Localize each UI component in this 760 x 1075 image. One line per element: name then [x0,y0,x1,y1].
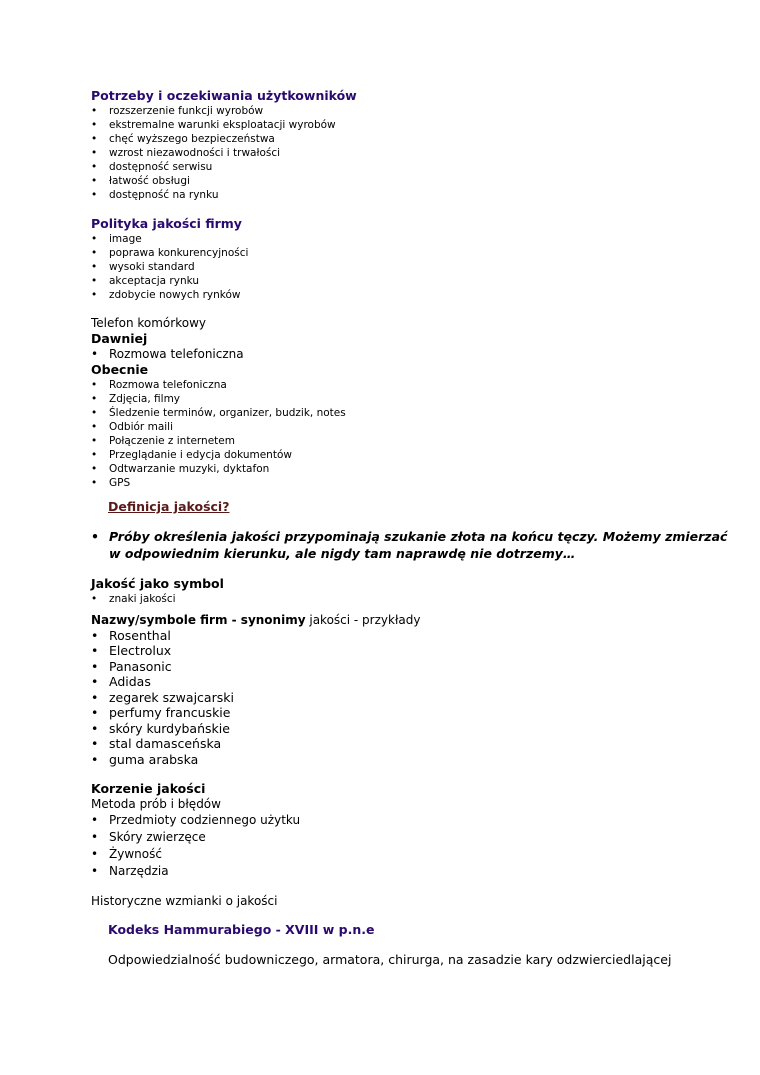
list-item: • wzrost niezawodności i trwałości [91,146,731,160]
definition-quote: • Próby określenia jakości przypominają szukanie złota na końcu tęczy. Możemy zmierzać w odpowiednim kierunku, ale nigdy tam naprawdę nie dotrzemy… [91,528,731,562]
phone-now-heading: Obecnie [91,362,149,377]
history-intro: Historyczne wzmianki o jakości [91,894,278,908]
names-heading [91,613,731,628]
history-text: Odpowiedzialność budowniczego, armatora, chirurga, na zasadzie kary odzwierciedlającej [108,951,672,967]
list-item: • rozszerzenie funkcji wyrobów [91,104,731,118]
list-item: • wysoki standard [91,260,731,274]
roots-list [91,812,731,880]
definition-list [91,528,731,562]
list-item: • guma arabska [91,752,731,768]
list-item: • Skóry zwierzęce [91,829,731,846]
phone-now-list [91,378,731,490]
list-item: • znaki jakości [91,592,731,606]
list-item: • Przedmioty codziennego użytku [91,812,731,829]
policy-heading: Polityka jakości firmy [91,216,242,231]
list-item: • poprawa konkurencyjności [91,246,731,260]
list-item: • Zdjęcia, filmy [91,392,731,406]
list-item: • image [91,232,731,246]
list-item: • GPS [91,476,731,490]
list-item: • akceptacja rynku [91,274,731,288]
list-item: • Electrolux [91,643,731,659]
list-item: • Połączenie z internetem [91,434,731,448]
phone-then-list [91,347,731,362]
list-item: • Panasonic [91,659,731,675]
phone-then-heading: Dawniej [91,331,148,346]
list-item: • Odbiór maili [91,420,731,434]
names-heading-bold: Nazwy/symbole firm - synonimy [91,612,306,627]
list-item: • łatwość obsługi [91,174,731,188]
needs-list [91,104,731,202]
list-item: • Śledzenie terminów, organizer, budzik, notes [91,406,731,420]
list-item: • Narzędzia [91,863,731,880]
list-item: • stal damasceńska [91,736,731,752]
document-page [91,88,731,980]
list-item: • zdobycie nowych rynków [91,288,731,302]
list-item: • dostępność serwisu [91,160,731,174]
policy-list [91,232,731,302]
definition-heading: Definicja jakości? [108,499,230,514]
needs-heading: Potrzeby i oczekiwania użytkowników [91,88,357,103]
list-item: • dostępność na rynku [91,188,731,202]
symbol-heading: Jakość jako symbol [91,575,224,591]
list-item: • Rozmowa telefoniczna [91,347,731,362]
kodeks-heading: Kodeks Hammurabiego - XVIII w p.n.e [108,921,375,937]
list-item: • Przeglądanie i edycja dokumentów [91,448,731,462]
names-list [91,628,731,768]
roots-subtitle: Metoda prób i błędów [91,797,221,811]
roots-heading: Korzenie jakości [91,781,206,796]
list-item: • Odtwarzanie muzyki, dyktafon [91,462,731,476]
phone-intro: Telefon komórkowy [91,316,206,330]
list-item: • Rosenthal [91,628,731,644]
list-item: • ekstremalne warunki eksploatacji wyrobów [91,118,731,132]
list-item: • Żywność [91,846,731,863]
list-item: • Rozmowa telefoniczna [91,378,731,392]
list-item: • perfumy francuskie [91,705,731,721]
symbol-list [91,592,731,606]
list-item: • zegarek szwajcarski [91,690,731,706]
list-item: • skóry kurdybańskie [91,721,731,737]
list-item: • chęć wyższego bezpieczeństwa [91,132,731,146]
list-item: • Adidas [91,674,731,690]
names-heading-rest: jakości - przykłady [305,612,421,627]
